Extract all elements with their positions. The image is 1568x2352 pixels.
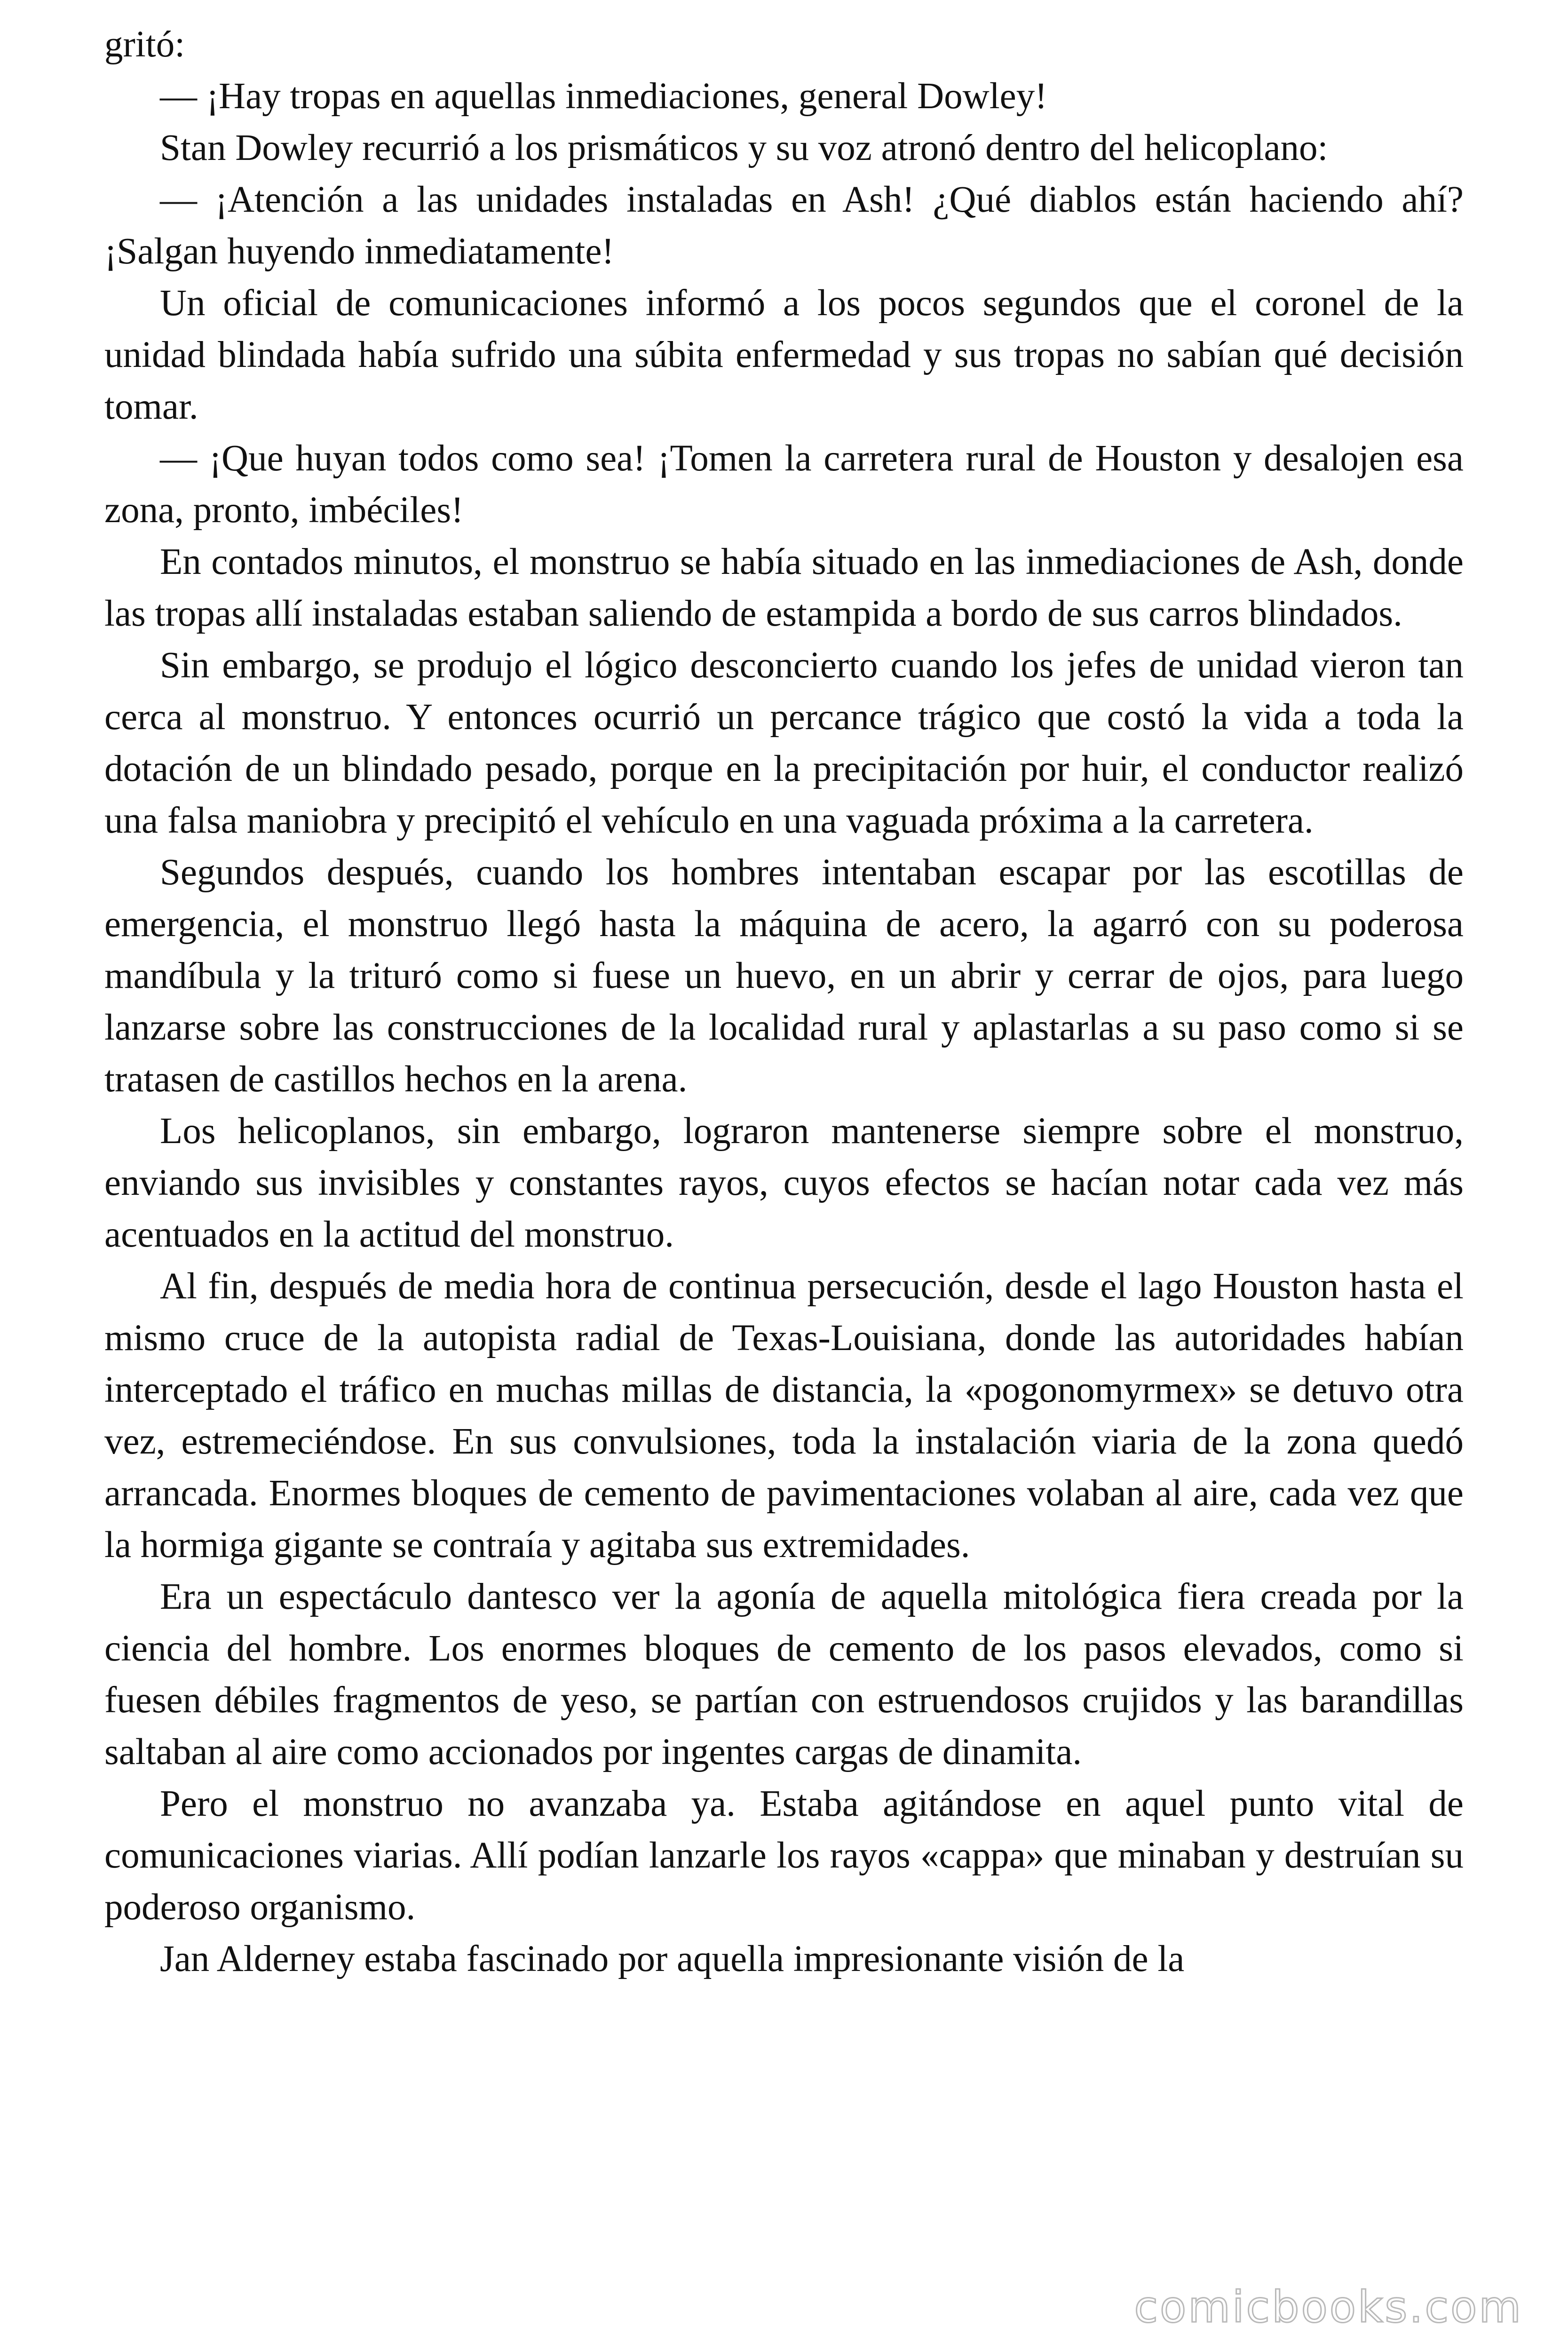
paragraph-4: — ¡Atención a las unidades instaladas en Ash! ¿Qué diablos están haciendo ahí? ¡Salgan huyendo inmediatamente! [104, 179, 1464, 272]
paragraph-14: Jan Alderney estaba fascinado por aquella impresionante visión de la [160, 1939, 1185, 1979]
paragraph-3: Stan Dowley recurrió a los prismáticos y su voz atronó dentro del helicoplano: [160, 127, 1328, 168]
paragraph-2: — ¡Hay tropas en aquellas inmediaciones, general Dowley! [160, 76, 1047, 117]
paragraph-12: Era un espectáculo dantesco ver la agonía de aquella mitológica fiera creada por la ciencia del hombre. Los enormes bloques de cemento de los pasos elevados, como si fuesen débiles fragmentos de yeso, se partían con estruendosos crujidos y las barandillas saltaban al aire como accionados por ingentes cargas de dinamita. [104, 1576, 1464, 1772]
paragraph-11: Al fin, después de media hora de continua persecución, desde el lago Houston hasta el mismo cruce de la autopista radial de Texas-Louisiana, donde las autoridades habían interceptado el tráfico en muchas millas de distancia, la «pogonomyrmex» se detuvo otra vez, estremeciéndose. En sus convulsiones, toda la instalación viaria de la zona quedó arrancada. Enormes bloques de cemento de pavimentaciones volaban al aire, cada vez que la hormiga gigante se contraía y agitaba sus extremidades. [104, 1266, 1464, 1565]
paragraph-10: Los helicoplanos, sin embargo, lograron mantenerse siempre sobre el monstruo, enviando sus invisibles y constantes rayos, cuyos efectos se hacían notar cada vez más acentuados en la actitud del monstruo. [104, 1111, 1464, 1255]
watermark: comicbooks.com [1134, 2282, 1523, 2332]
paragraph-5: Un oficial de comunicaciones informó a los pocos segundos que el coronel de la unidad blindada había sufrido una súbita enfermedad y sus tropas no sabían qué decisión tomar. [104, 283, 1464, 427]
paragraph-9: Segundos después, cuando los hombres intentaban escapar por las escotillas de emergencia, el monstruo llegó hasta la máquina de acero, la agarró con su poderosa mandíbula y la trituró como si fuese un huevo, en un abrir y cerrar de ojos, para luego lanzarse sobre las construcciones de la localidad rural y aplastarlas a su paso como si se tratasen de castillos hechos en la arena. [104, 852, 1464, 1100]
paragraph-8: Sin embargo, se produjo el lógico desconcierto cuando los jefes de unidad vieron tan cerca al monstruo. Y entonces ocurrió un percance trágico que costó la vida a toda la dotación de un blindado pesado, porque en la precipitación por huir, el conductor realizó una falsa maniobra y precipitó el vehículo en una vaguada próxima a la carretera. [104, 645, 1464, 841]
book-page-text [104, 19, 1464, 2305]
paragraph-6: — ¡Que huyan todos como sea! ¡Tomen la carretera rural de Houston y desalojen esa zona, pronto, imbéciles! [104, 438, 1464, 531]
paragraph-13: Pero el monstruo no avanzaba ya. Estaba agitándose en aquel punto vital de comunicaciones viarias. Allí podían lanzarle los rayos «cappa» que minaban y destruían su poderoso organismo. [104, 1783, 1464, 1928]
paragraph-7: En contados minutos, el monstruo se había situado en las inmediaciones de Ash, donde las tropas allí instaladas estaban saliendo de estampida a bordo de sus carros blindados. [104, 541, 1464, 634]
paragraph-1: gritó: [104, 24, 185, 65]
